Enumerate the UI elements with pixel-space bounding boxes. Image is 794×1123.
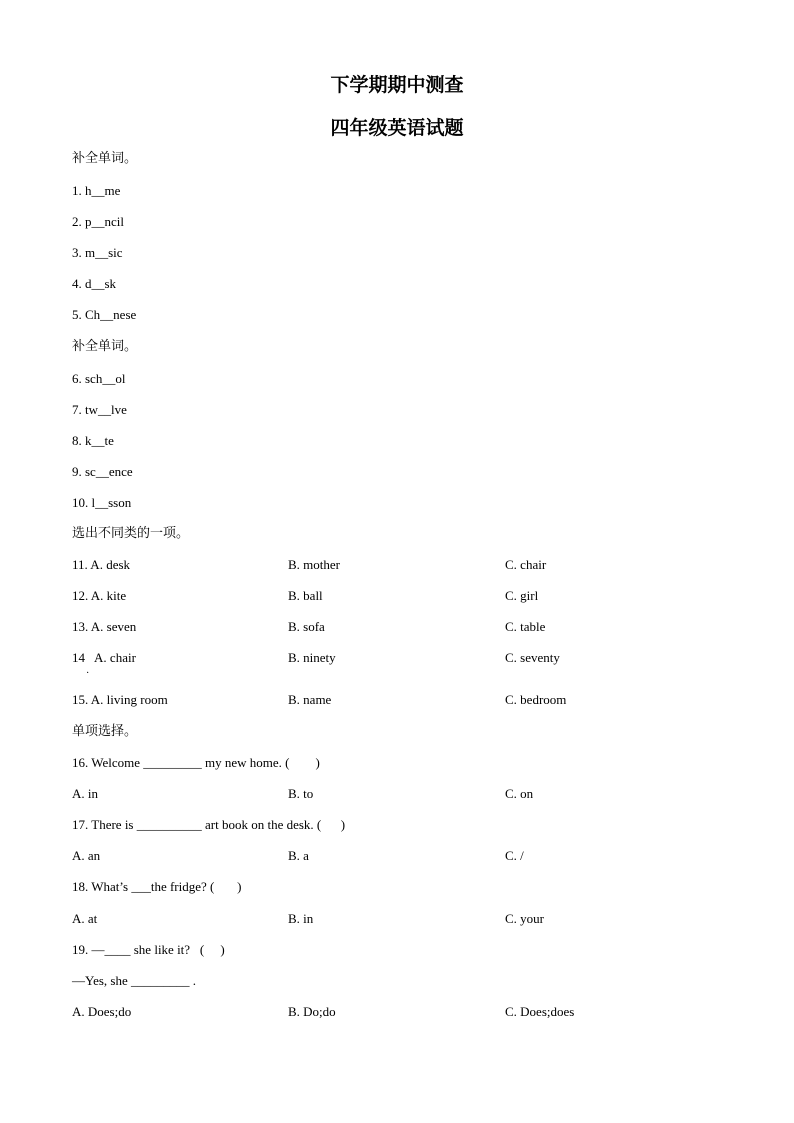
question-11-option-c: C. chair xyxy=(505,557,547,572)
question-19-stem: 19. —____ she like it? ( ) xyxy=(72,942,225,957)
question-6: 6. sch__ol xyxy=(72,371,126,386)
question-4: 4. d__sk xyxy=(72,276,117,291)
question-18-option-b: B. in xyxy=(288,911,314,926)
question-14-option-c: C. seventy xyxy=(505,650,560,665)
question-11-option-a: 11. A. desk xyxy=(72,557,131,572)
section-heading-multiple-choice: 单项选择。 xyxy=(72,724,138,739)
question-7: 7. tw__lve xyxy=(72,402,127,417)
question-17-stem: 17. There is __________ art book on the desk. ( ) xyxy=(72,817,346,832)
question-16-option-b: B. to xyxy=(288,786,314,801)
question-3: 3. m__sic xyxy=(72,245,123,260)
question-12-option-b: B. ball xyxy=(288,588,323,603)
question-16-stem: 16. Welcome _________ my new home. ( ) xyxy=(72,755,320,770)
question-17-option-b: B. a xyxy=(288,848,309,863)
question-19-option-a: A. Does;do xyxy=(72,1004,132,1019)
section-heading-fill-words-1: 补全单词。 xyxy=(72,151,138,166)
page-subtitle: 四年级英语试题 xyxy=(330,117,464,139)
question-19-option-b: B. Do;do xyxy=(288,1004,336,1019)
question-2: 2. p__ncil xyxy=(72,214,124,229)
question-11-option-b: B. mother xyxy=(288,557,340,572)
question-19-option-c: C. Does;does xyxy=(505,1004,575,1019)
question-19-stem-reply: —Yes, she _________ . xyxy=(72,973,196,988)
question-12-option-c: C. girl xyxy=(505,588,539,603)
question-13-option-a: 13. A. seven xyxy=(72,619,137,634)
question-14-option-b: B. ninety xyxy=(288,650,336,665)
question-15-option-b: B. name xyxy=(288,692,332,707)
question-10: 10. l__sson xyxy=(72,495,132,510)
question-15-option-a: 15. A. living room xyxy=(72,692,168,707)
page-title: 下学期期中测查 xyxy=(330,74,464,96)
question-8: 8. k__te xyxy=(72,433,114,448)
question-18-option-c: C. your xyxy=(505,911,544,926)
question-13-option-b: B. sofa xyxy=(288,619,325,634)
section-heading-fill-words-2: 补全单词。 xyxy=(72,339,138,354)
question-9: 9. sc__ence xyxy=(72,464,133,479)
question-16-option-c: C. on xyxy=(505,786,534,801)
question-12-option-a: 12. A. kite xyxy=(72,588,127,603)
question-14-stray-dot: · xyxy=(86,668,90,679)
section-heading-odd-one-out: 选出不同类的一项。 xyxy=(72,526,190,541)
question-14-option-a: 14 A. chair xyxy=(72,650,136,665)
question-1: 1. h__me xyxy=(72,183,121,198)
question-15-option-c: C. bedroom xyxy=(505,692,567,707)
question-13-option-c: C. table xyxy=(505,619,546,634)
question-18-option-a: A. at xyxy=(72,911,98,926)
question-18-stem: 18. What’s ___the fridge? ( ) xyxy=(72,879,242,894)
question-5: 5. Ch__nese xyxy=(72,307,137,322)
question-17-option-a: A. an xyxy=(72,848,101,863)
question-17-option-c: C. / xyxy=(505,848,524,863)
question-16-option-a: A. in xyxy=(72,786,98,801)
